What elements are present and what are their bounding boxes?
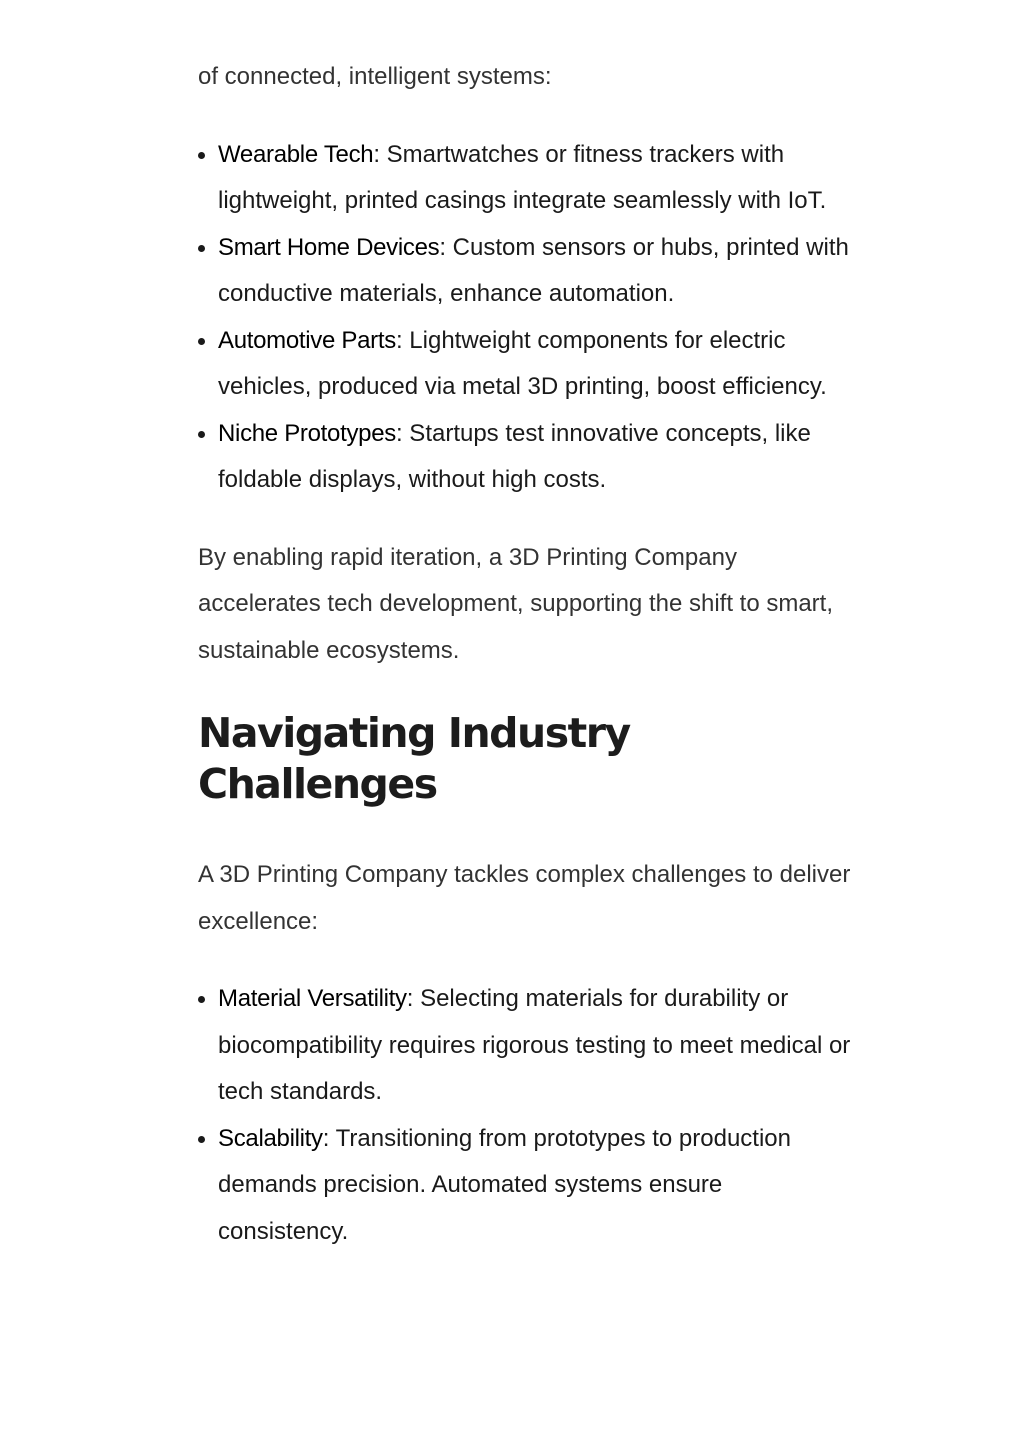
intro-paragraph: of connected, intelligent systems: <box>198 63 552 90</box>
list-item <box>198 318 858 411</box>
list-item <box>198 1116 858 1256</box>
article-content <box>198 54 858 1255</box>
bullet-icon <box>198 1136 205 1143</box>
applications-list <box>198 132 858 504</box>
bullet-icon <box>198 338 205 345</box>
section-intro-paragraph: A 3D Printing Company tackles complex challenges to deliver excellence: <box>198 861 851 935</box>
item-term: Automotive Parts <box>218 326 396 354</box>
challenges-list <box>198 976 858 1255</box>
item-description: : Transitioning from prototypes to production demands precision. Automated systems ensure consistency. <box>218 1124 791 1245</box>
bullet-icon <box>198 996 205 1003</box>
section-heading: Navigating Industry Challenges <box>198 709 630 808</box>
bullet-icon <box>198 152 205 159</box>
bullet-icon <box>198 245 205 252</box>
item-term: Scalability <box>218 1124 323 1152</box>
item-description: : Smartwatches or fitness trackers with lightweight, printed casings integrate seamlessly with IoT. <box>218 140 827 214</box>
item-description: : Custom sensors or hubs, printed with conductive materials, enhance automation. <box>218 233 849 307</box>
item-term: Niche Prototypes <box>218 419 396 447</box>
list-item <box>198 225 858 318</box>
item-term: Smart Home Devices <box>218 233 440 261</box>
item-description: : Startups test innovative concepts, like foldable displays, without high costs. <box>218 419 811 493</box>
list-item <box>198 132 858 225</box>
summary-paragraph: By enabling rapid iteration, a 3D Printing Company accelerates tech development, supporting the shift to smart, sustainable ecosystems. <box>198 543 834 664</box>
item-description: : Selecting materials for durability or biocompatibility requires rigorous testing to meet medical or tech standards. <box>218 985 851 1105</box>
item-term: Material Versatility <box>218 985 407 1012</box>
list-item <box>198 411 858 504</box>
bullet-icon <box>198 431 205 438</box>
item-description: : Lightweight components for electric vehicles, produced via metal 3D printing, boost efficiency. <box>218 326 827 400</box>
list-item <box>198 976 858 1116</box>
item-term: Wearable Tech <box>218 140 374 168</box>
